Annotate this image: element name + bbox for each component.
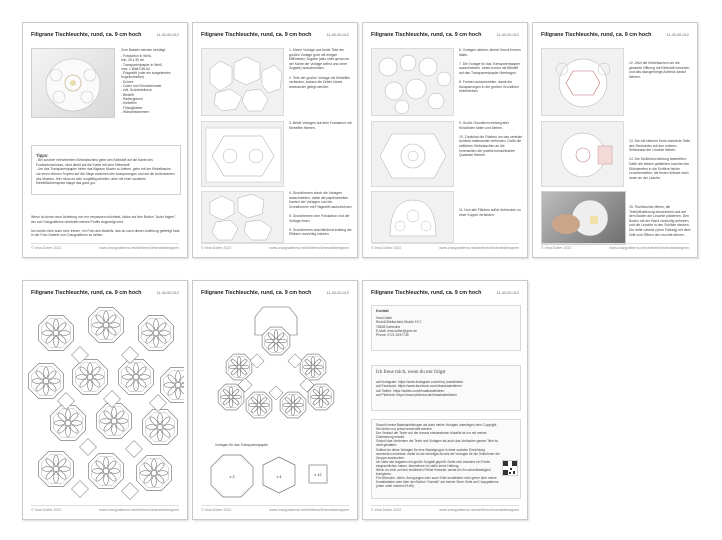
octagon-panel	[300, 354, 326, 380]
page-title: Filigrane Tischleuchte, rund, ca. 9 cm hoch	[31, 32, 142, 38]
page-4	[532, 22, 698, 258]
copyright: © Irina Dotter 2022	[541, 246, 572, 250]
step-photo-8	[541, 121, 624, 187]
step-text-8: 13. Die mit kleinem Kreis markierte Seite des Sechsecks auf den unteren Seitenrand der Leuchte kleben. 14. Die Schließvorrichtung bearbeiten: Dafür die beiden gefalteten Laschen der Stützstreifen in die Schlitze beider Leuchtenseiten, die festen Wände nach innen an der Lasche.	[629, 139, 691, 180]
tips-text: - Bei schöner erleichtertem Klebeabschied gebe den Klebstoff auf die Kante des Fotokartonsrückes, nicht direkt auf die Kante mit dem Klebestoff. - Um das Transparentpapier hinter das filigrane Muster zu kleben, gebe mit der Klebeflasche nur einen dünnen Tropfen auf die Stege zwischen den Aussparungen und auf die Außenkanten des Musters. Hier muss es sehr sorgfältig arbeiten, aber mit einer sauberen Klebefläschenspitze klappt das ganz gut.	[36, 158, 175, 186]
store-link: www.crazypatterns.net/de/items/ilmendeldesignen	[439, 246, 519, 250]
list-item: - Transparentpapier in Weiß,	[121, 62, 163, 67]
gluing-octagon-image	[542, 49, 625, 117]
step-photo-6	[371, 191, 454, 243]
tips-box	[31, 145, 181, 195]
octagon-panel	[226, 354, 252, 380]
template-on-cardboard-image	[202, 122, 285, 188]
list-item: Rudolf-Breitscheid-Straße 19 C	[376, 320, 422, 325]
product-code: 11-40-00-012	[326, 291, 349, 295]
page-header	[371, 288, 519, 298]
store-link: www.crazypatterns.net/de/items/ilmendeldesignen	[439, 508, 519, 512]
list-item: Irina Dotter	[376, 316, 393, 320]
square-connector	[150, 395, 167, 412]
octagon-panel	[72, 359, 107, 394]
copyright: © Irina Dotter 2022	[31, 246, 62, 250]
step-text-9: 15. Tischleuchte öffnen, die Teelichthalterung einschieben und auf dem Boden der Leuchte platzieren. Den Boden mit der Hand vorsichtig anheben und die Leuchte in den Schlitze stecken. Die dritte Lasche (ohne Faltung) mit dem Griff zum Öffnen der Leuchte dienen.	[629, 205, 691, 237]
step-photo-3	[201, 191, 284, 243]
cut-shapes-image	[202, 192, 285, 244]
page-footer	[201, 505, 349, 513]
tips-title: Tipps:	[36, 152, 49, 158]
contact-list	[376, 316, 422, 337]
octagon-panel	[96, 403, 131, 438]
square-connector	[80, 439, 97, 456]
store-link: www.crazypatterns.net/de/items/ilmendeldesignen	[99, 246, 179, 250]
list-item: - Cutter und Schneidematte	[121, 84, 162, 89]
octagon-panel	[118, 359, 153, 394]
transparent-paper-shapes	[207, 451, 347, 501]
octagon-panel	[246, 392, 272, 418]
large-cutting-template	[28, 303, 184, 503]
product-code: 11-40-00-012	[496, 291, 519, 295]
copyright: © Irina Dotter 2022	[201, 508, 232, 512]
copyright: © Irina Dotter 2022	[201, 246, 232, 250]
list-item: - Prägestift (oder ein ausgeleertes	[121, 71, 171, 76]
materials-intro: Zum Basteln werden benötigt:	[121, 48, 167, 52]
list-item: max. 1 Blatt DIN A4	[121, 66, 150, 71]
list-item: - Radiergummi	[121, 96, 143, 101]
list-item: - Schere	[121, 79, 134, 84]
social-links-list	[376, 380, 463, 397]
octagon-panel	[262, 327, 290, 355]
step-text-6: 11. Nun alle Flächen außer Achtecken zu einer Kuppel verbinden.	[459, 208, 521, 217]
step-photo-9	[541, 191, 626, 245]
step-photo-7	[541, 48, 624, 116]
list-item: E-Mail: irina.dotter@gmx.de	[376, 328, 417, 333]
square-connector	[126, 441, 143, 458]
lamp-illustration	[32, 49, 114, 117]
product-code: 11-40-00-012	[326, 33, 349, 37]
assembling-image	[372, 122, 455, 188]
octagon-panel	[38, 451, 73, 486]
page-2	[192, 22, 358, 258]
list-item: Phone: 0721-9247735	[376, 333, 409, 338]
list-item: auf Pinterest: https://www.pinterest.de/irinasbastelideen	[376, 392, 458, 397]
page-title: Filigrane Tischleuchte, rund, ca. 9 cm hoch	[371, 32, 482, 38]
list-item: Kugelschreiber)	[121, 75, 145, 80]
page-title: Filigrane Tischleuchte, rund, ca. 9 cm hoch	[31, 290, 142, 296]
page-footer	[371, 243, 519, 251]
octagon-panel	[138, 315, 173, 350]
list-item: auf Facebook: https://www.facebook.com/irinasbastelideen	[376, 384, 462, 389]
page-header	[371, 30, 519, 40]
page-footer	[201, 243, 349, 251]
page-title: Filigrane Tischleuchte, rund, ca. 9 cm hoch	[201, 290, 312, 296]
octagon-panel	[88, 453, 123, 488]
step-text-7: 12. Jetzt die Klebelaschen um die gesamte Öffnung mit Klebstoff versehen und das dazugehörige Achteck darauf fixieren.	[629, 61, 690, 79]
list-item: - Klebefilm	[121, 101, 137, 106]
page-6	[192, 280, 358, 520]
list-item: - Bleistift	[121, 92, 134, 97]
step-text-3: 4. Grundformen durch die Vorlagen ausschneiden, dabei die papierarbeiten Kanten der Vorlagen und der Grundformen mit Prägestift nachzeichnen. 5. Grundformen vom Fotokarton und der Vorlage lösen. 6. Grundformen anschließend entlang der Rillinien vorsichtig knicken.	[289, 191, 353, 237]
list-item: auf Instagram: https://www.instagram.com/irina_bastelideen	[376, 380, 464, 384]
square-connector	[72, 481, 89, 498]
list-item: min. 25 x 35 cm	[121, 58, 145, 63]
list-item: - Fotokarton in Weiß,	[121, 54, 152, 58]
page-footer	[371, 505, 519, 513]
hexagon-count-label: x 4	[276, 475, 282, 479]
octagon-panel	[50, 405, 85, 440]
qr-code	[502, 460, 518, 476]
page-5	[22, 280, 188, 520]
closing-mechanism-image	[542, 122, 625, 188]
octagon-panel	[308, 384, 334, 410]
list-item: 78638 Karlsruhe	[376, 324, 401, 329]
page-title: Filigrane Tischleuchte, rund, ca. 9 cm hoch	[541, 32, 652, 38]
square-count-label: x 12	[314, 473, 322, 477]
folded-shapes-image	[372, 49, 455, 117]
legal-text: Sowohl meine Bastelanleitungen als auch meine Vorlagen unterliegen dem Copyright. Sie dürfen nur privat verwendet werden. Der Verkauf der Texte und der daraus entstandenen Modelle ist nur mit meiner Zustimmung erlaubt. Sowohl das Verändern der Texte und Vorlagen als auch das Verkaufen ganzer Teile ist nicht gestattet. Solltest du deine Vorlagen für eine Bastelgruppe in einer sozialen Einrichtung verwenden möchtest, darfst du die benötigte Anzahl der Vorlagen für die Teilnehmer der Gruppe ausdrucken. Ich habe alle Angaben mit großer Sorgfalt geprüft. Sollte sich trotzdem ein Fehler eingeschlichen haben, übernehme ich dafür keine Haftung. Wenn du mich auf den erwähnten Fehler hinweist, werde ich ihn schnellstmöglich korrigieren. Für Wünsche, Ideen, Anregungen oder auch Kritik kontaktiere mich gerne über meine Kontaktdaten oder über den Button "Kontakt" auf meiner Store-Seite auf Crazypatterns (oben unter meinem Profil).	[376, 423, 500, 489]
dome-image	[372, 192, 455, 244]
list-item: - Flüssigkleber	[121, 105, 143, 110]
octagon-panel	[88, 307, 123, 342]
page-header	[201, 288, 349, 298]
product-code: 11-40-00-012	[156, 33, 179, 37]
materials-list	[121, 54, 183, 114]
copyright: © Irina Dotter 2022	[371, 246, 402, 250]
lamp-photo	[31, 48, 115, 118]
small-cutting-template	[201, 301, 351, 431]
octagon-panel	[38, 315, 73, 350]
step-photo-2	[201, 121, 284, 187]
step-text-2: 3. Beide Vorlagen auf dem Fotokarton mit Klebefilm fixieren.	[289, 121, 352, 130]
contact-title: Kontakt	[376, 309, 389, 313]
step-text-5: 9. Große Grundform entlang aller Knicklinien falten und kleben. 10. Zunächst die Flächen um das zentrale Achteck miteinander verbinden. Dafür die seitlichen Klebelaschen an die Innenseiten der jeweils benachbarten Quadrate fixieren.	[459, 121, 523, 158]
hand-holding-lamp-image	[542, 192, 625, 244]
social-box	[371, 365, 521, 411]
step-text-4: 6. Vorlagen aktiven; kleine Grund-formen falten. 7. Die Vorlage für das Transparentpapier ausschneiden. Innen-kontur mit Bleistift auf das Transparentpapier übertragen. 8. Formen ausschneiden, damit die Aussparungen in der großen Grundform hinterkleben.	[459, 48, 521, 94]
store-link: www.crazypatterns.net/de/items/ilmendeldesignen	[99, 508, 179, 512]
contact-box	[371, 305, 521, 351]
octagon-panel	[142, 409, 177, 444]
follow-title: Ich freue mich, wenn du mir folgst	[376, 370, 446, 375]
follow-note: Wenn du keine neue Anleitung von mir verpassen möchtest, klicke auf den Button "Autor folgen", der auf Crazypatterns oberhalb meines Profils angezeigt wird. Ich würde mich auch sehr freuen, ein Foto des Modells, das du nach dieser Anleitung gefertigt hast, in der Foto-Galerie von Crazypatterns zu sehen.	[31, 215, 181, 238]
list-item: - evtl. Schneidelineal	[121, 88, 152, 93]
product-code: 11-40-00-012	[666, 33, 689, 37]
store-link: www.crazypatterns.net/de/items/ilmendeldesignen	[609, 246, 689, 250]
template-parts-image	[202, 49, 285, 117]
octagon-panel	[280, 392, 306, 418]
step-photo-5	[371, 121, 454, 187]
page-1	[22, 22, 188, 258]
transparent-template-caption: Vorlagen für das Transparentpapier	[215, 443, 269, 447]
page-header	[31, 30, 179, 40]
square-connector	[122, 483, 139, 500]
page-footer	[541, 243, 689, 251]
page-header	[201, 30, 349, 40]
legal-box	[371, 419, 521, 499]
page-3	[362, 22, 528, 258]
product-code: 11-40-00-012	[496, 33, 519, 37]
octagon-panel	[28, 363, 63, 398]
product-code: 11-40-00-012	[156, 291, 179, 295]
step-photo-4	[371, 48, 454, 116]
list-item: auf Twitter: https://twitter.com/irinasbastelideen	[376, 388, 445, 393]
page-footer	[31, 243, 179, 251]
page-header	[541, 30, 689, 40]
octagon-count-label: x 3	[229, 475, 235, 479]
page-title: Filigrane Tischleuchte, rund, ca. 9 cm hoch	[371, 290, 482, 296]
store-link: www.crazypatterns.net/de/items/ilmendeldesignen	[269, 508, 349, 512]
copyright: © Irina Dotter 2022	[371, 508, 402, 512]
page-7	[362, 280, 528, 520]
list-item: - Wäscheklammern	[121, 109, 150, 114]
page-footer	[31, 505, 179, 513]
octagon-panel	[136, 455, 171, 490]
page-header	[31, 288, 179, 298]
step-text-1: 1. Kleine Vorlage und beide Teile der großen Vorlage grob mit einigen Millimetern Zugabe (also nicht genau an der Kante der Vorlage selbst und ohne Zugabe) ausschneiden. 2. Teile der großen Vorlage mit Klebefilm verbinden, sodass die Zeilen kürzer aneinander gelegt werden.	[289, 48, 350, 89]
page-title: Filigrane Tischleuchte, rund, ca. 9 cm hoch	[201, 32, 312, 38]
square-connector	[269, 386, 283, 400]
store-link: www.crazypatterns.net/de/items/ilmendeldesignen	[269, 246, 349, 250]
step-photo-1	[201, 48, 284, 116]
octagon-panel	[218, 384, 244, 410]
copyright: © Irina Dotter 2022	[31, 508, 62, 512]
